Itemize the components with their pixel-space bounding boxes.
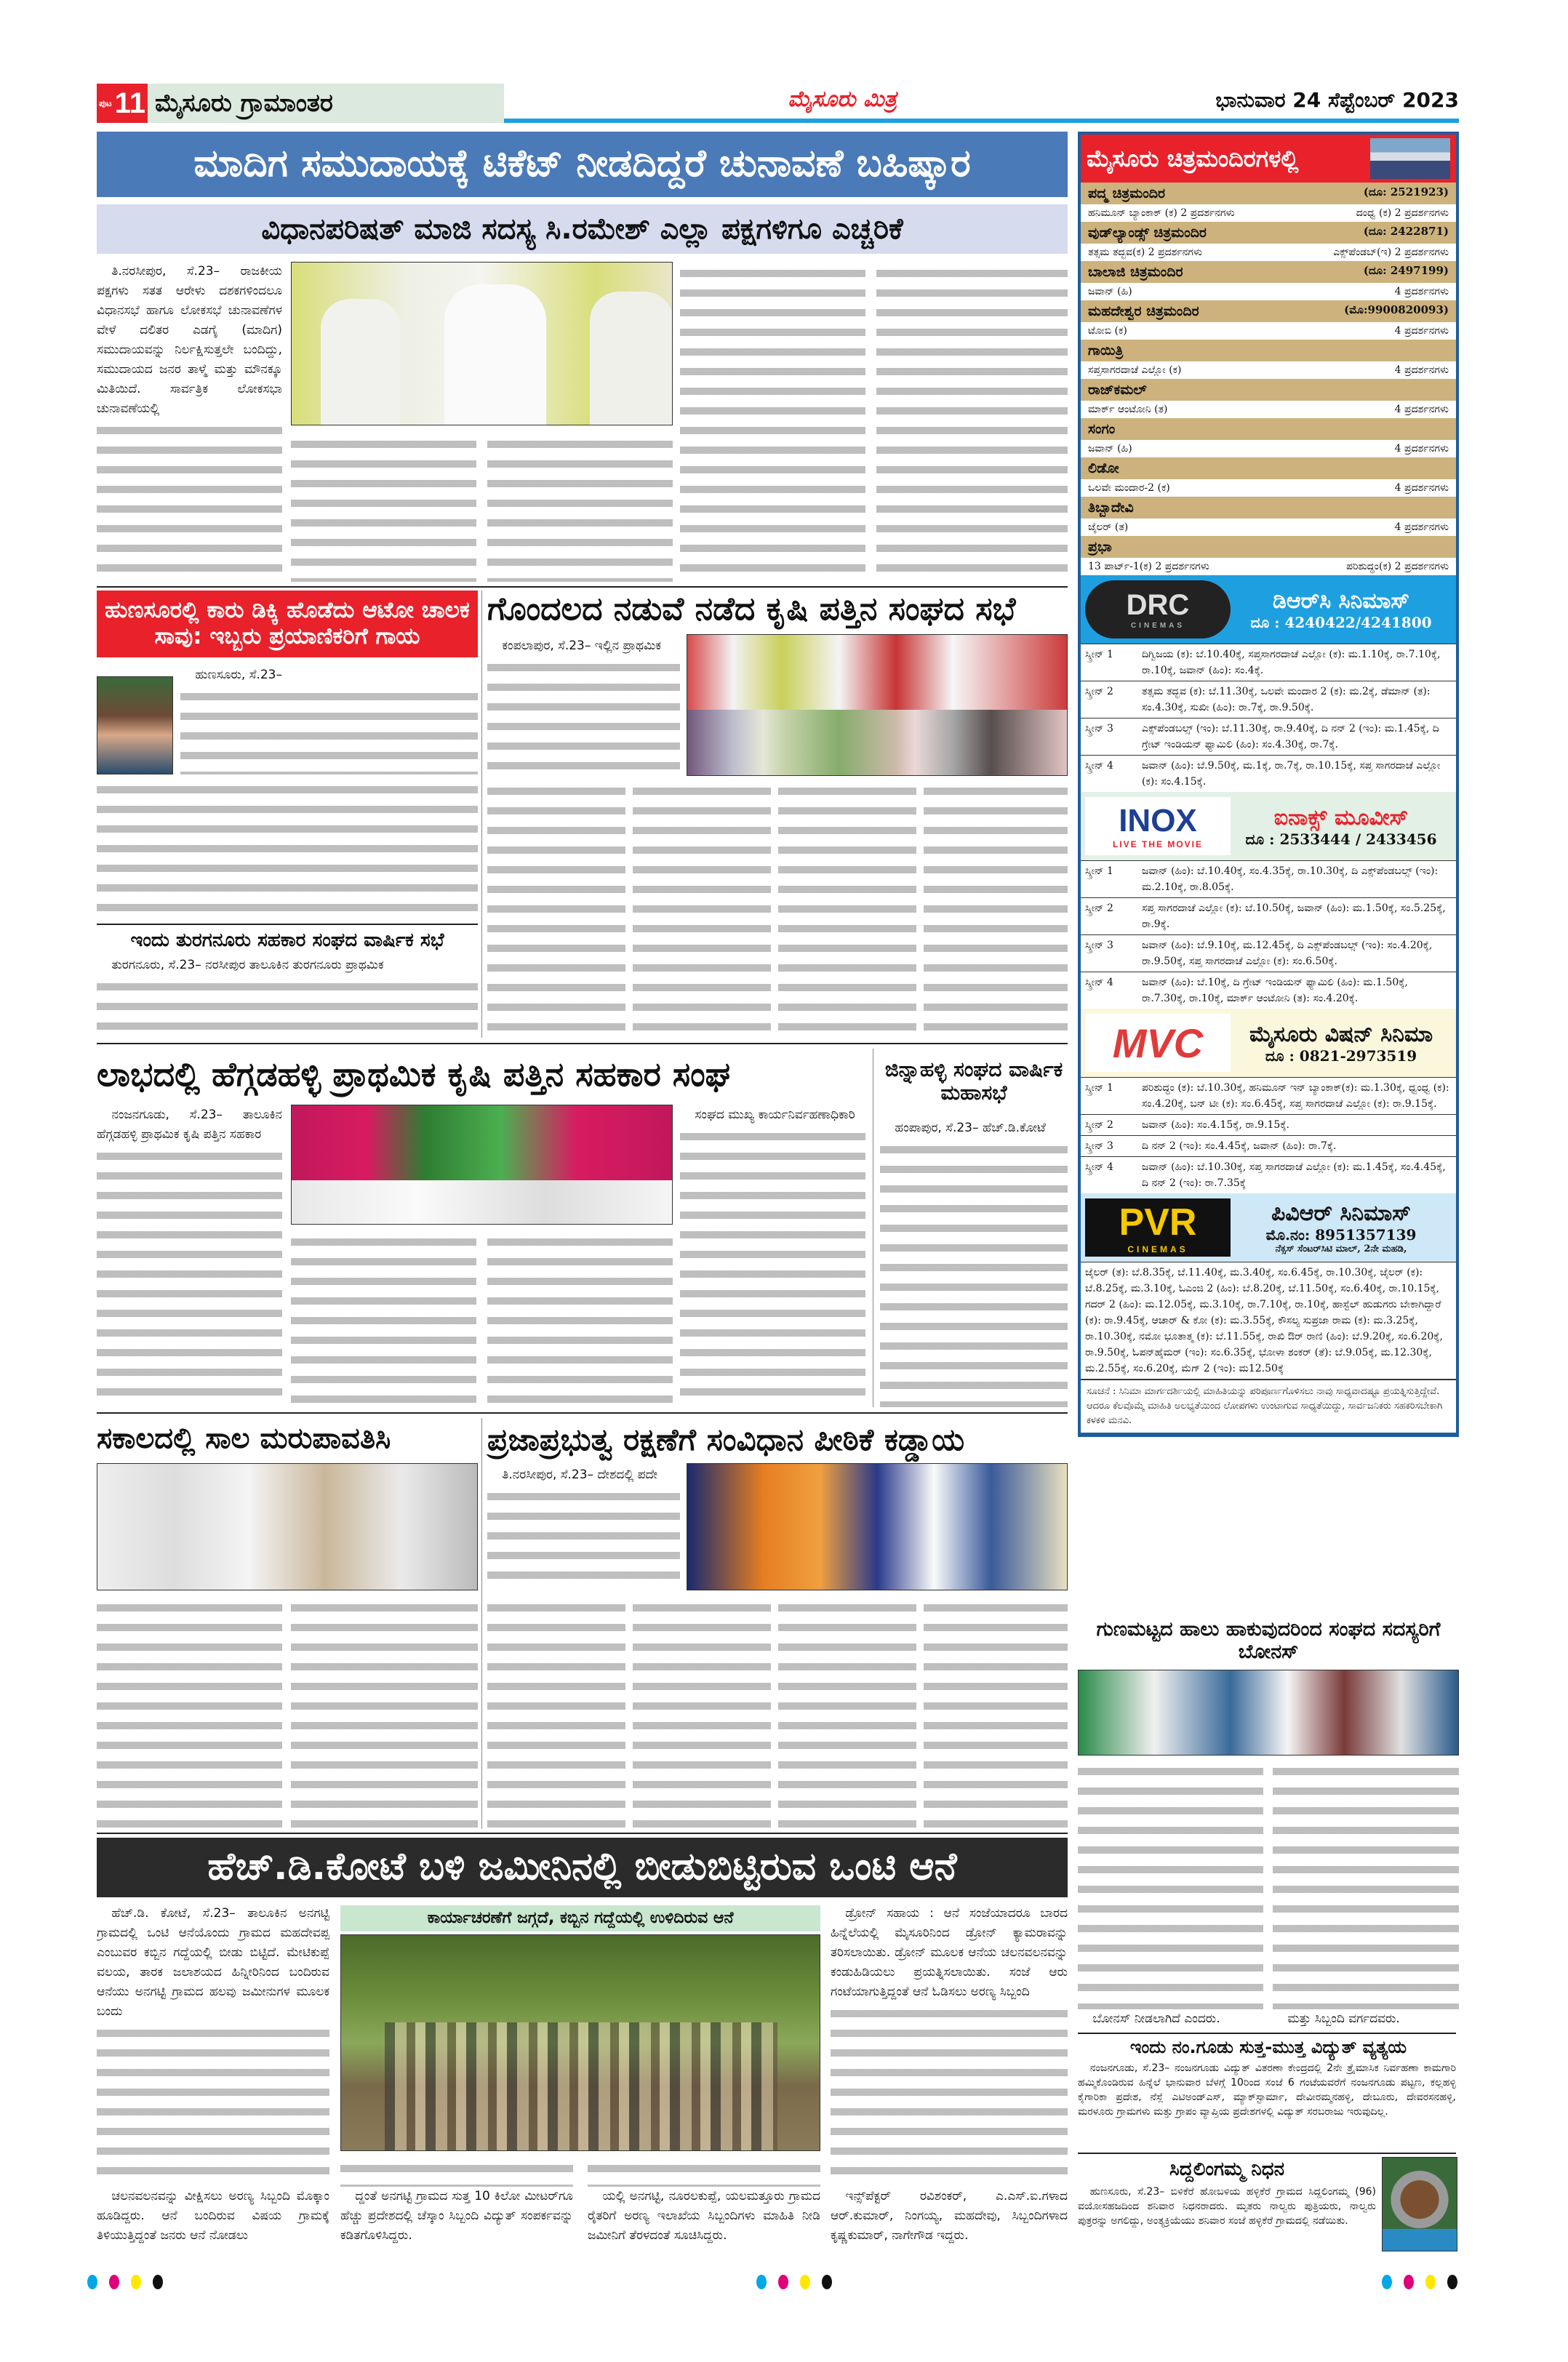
- screen-showtimes: ಜವಾನ್ (ಹಿಂ): ಬೆ.9.10ಕ್ಕೆ, ಮ.12.45ಕ್ಕೆ, ದಿ ಎಕ್ಸ್‌ಪೆಂಡಬಲ್ಸ್ (ಇಂ): ಸಂ.4.20ಕ್ಕೆ, ರಾ.9.50ಕ್ಕೆ, ಸಪ್ತ ಸಾಗರದಾಚೆ ಎಲ್ಲೋ (ಕ): ಸಂ.6.50ಕ್ಕೆ.: [1142, 940, 1433, 967]
- theatre-name-row: [1081, 340, 1456, 361]
- screen-label: ಸ್ಕ್ರೀನ್ 3: [1085, 1140, 1113, 1152]
- theatre-name-row: [1081, 497, 1456, 519]
- show-listing: ತತ್ಸಮ ತದ್ಭವ(ಕ) 2 ಪ್ರದರ್ಶನಗಳು: [1088, 247, 1202, 258]
- screen-showtimes: ಜವಾನ್ (ಹಿಂ): ಬೆ.10.40ಕ್ಕೆ, ಸಂ.4.35ಕ್ಕೆ, ರಾ.10.30ಕ್ಕೆ, ದಿ ಎಕ್ಸ್‌ಪೆಂಡಬಲ್ಸ್ (ಇಂ): ಮ.2.10ಕ್ಕೆ, ರಾ.8.05ಕ್ಕೆ.: [1142, 865, 1439, 893]
- screen-row: [1081, 1135, 1456, 1156]
- theatre-name: ಗಾಯಿತ್ರಿ: [1088, 343, 1124, 359]
- sakala-headline: ಸಕಾಲದಲ್ಲಿ ಸಾಲ ಮರುಪಾವತಿಸಿ: [97, 1422, 391, 1455]
- screen-label: ಸ್ಕ್ರೀನ್ 2: [1085, 686, 1113, 697]
- pvr-header: [1081, 1193, 1456, 1262]
- screen-showtimes: ತತ್ಸಮ ತದ್ಭವ (ಕ): ಬೆ.11.30ಕ್ಕೆ, ಒಲವೇ ಮಂದಾರ 2 (ಕ): ಮ.2ಕ್ಕೆ, ಡೆಮಾನ್ (ತ): ಸಂ.4.30ಕ್ಕೆ, ಸುಖೀ (ಹಿಂ): ರಾ.7ಕ್ಕೆ, ರಾ.9.50ಕ್ಕೆ.: [1142, 686, 1431, 713]
- masthead: [97, 84, 1459, 123]
- screen-row: [1081, 934, 1456, 972]
- theatre-shows-row: [1081, 244, 1456, 261]
- logo-subtext: CINEMAS: [1130, 622, 1185, 630]
- black-registration-dot: [153, 2275, 163, 2289]
- lead-lede: ತಿ.ನರಸೀಪುರ, ಸೆ.23– ರಾಜಕೀಯ ಪಕ್ಷಗಳು ಸತತ ಆರೇಳು ದಶಕಗಳಿಂದಲೂ ವಿಧಾನಸಭೆ ಹಾಗೂ ಲೋಕಸಭೆ ಚುನಾವಣೆಗಳ ವೇಳೆ ದಲಿತರ ಎಡಗೈ (ಮಾದಿಗ) ಸಮುದಾಯವನ್ನು ನಿರ್ಲಕ್ಷಿಸುತ್ತಲೇ ಬಂದಿದ್ದು, ಸಮುದಾಯದ ಜನರ ತಾಳ್ಮೆ ಮತ್ತು ಮೌನಕ್ಕೂ ಮಿತಿಯಿದೆ. ಸಾರ್ವತ್ರಿಕ ಲೋಕಸಭಾ ಚುನಾವಣೆಯಲ್ಲಿ: [97, 264, 282, 416]
- power-body: ನಂಜನಗೂಡು, ಸೆ.23– ನಂಜನಗೂಡು ವಿದ್ಯುತ್ ವಿತರಣಾ ಕೇಂದ್ರದಲ್ಲಿ 2ನೇ ತ್ರೈಮಾಸಿಕ ನಿರ್ವಹಣಾ ಕಾಮಗಾರಿ ಹಮ್ಮಿಕೊಂಡಿರುವ ಹಿನ್ನೆಲೆ ಭಾನುವಾರ ಬೆಳಗ್ಗೆ 10ರಿಂದ ಸಂಜೆ 6 ಗಂಟೆಯವರೆಗೆ ನಂಜನಗೂಡು ಪಟ್ಟಣ, ಕಲ್ಲಹಳ್ಳಿ ಕೈಗಾರಿಕಾ ಪ್ರದೇಶ, ನೆಸ್ಲೆ ಎಟಿಅಂಡ್‌ಎಸ್, ಮ್ಯಾಕ್‌ಸ್ಟಾರ್ಮಾ, ದೇವೀರಮ್ಮನಹಳ್ಳಿ, ದೇಬೂರು, ದೇವರಸನಹಳ್ಳಿ, ಮರಳೂರು ಗ್ರಾಮಗಳು ಮತ್ತು ಗ್ರಾಪಂ ವ್ಯಾಪ್ತಿಯ ಪ್ರದೇಶಗಳಲ್ಲಿ ವಿದ್ಯುತ್ ಸರಬರಾಜು ಇರುವುದಿಲ್ಲ.: [1078, 2062, 1456, 2118]
- drc-header: [1081, 575, 1456, 644]
- labhadalli-article-col: [97, 1105, 282, 1407]
- hunsur-lede: ಹುಣಸೂರು, ಸೆ.23–: [195, 668, 282, 682]
- screen-row: [1081, 860, 1456, 897]
- section-name: ಮೈಸೂರು ಗ್ರಾಮಾಂತರ: [155, 89, 333, 118]
- obituary-headline: ಸಿದ್ದಲಿಂಗಮ್ಮ ನಿಧನ: [1169, 2158, 1285, 2181]
- gondala-article-col: [924, 780, 1068, 1038]
- milk-article-col: [1273, 1760, 1459, 2029]
- labhadalli-article-col: [680, 1105, 865, 1407]
- yellow-registration-dot: [131, 2275, 141, 2289]
- show-listing: 4 ಪ್ರದರ್ಶನಗಳು: [1394, 404, 1449, 415]
- elephant-photo-title: ಕಾರ್ಯಾಚರಣೆಗೆ ಜಗ್ಗದೆ, ಕಬ್ಬಿನ ಗದ್ದೆಯಲ್ಲಿ ಉಳಿದಿರುವ ಆನೆ: [340, 1905, 820, 1931]
- lead-article-col: [680, 262, 865, 582]
- multiplex-phone: ದೂ : 2533444 / 2433456: [1245, 830, 1437, 848]
- show-listing: ಒಲವೇ ಮಂದಾರ-2 (ಕ): [1088, 482, 1170, 494]
- cinema-guide-header: [1081, 135, 1456, 183]
- show-listing: ಪರಿಶುದ್ಧಂ(ಕ) 2 ಪ್ರದರ್ಶನಗಳು: [1346, 561, 1449, 572]
- screen-row: [1081, 1262, 1456, 1379]
- show-listing: 4 ಪ್ರದರ್ಶನಗಳು: [1394, 364, 1449, 376]
- black-registration-dot: [822, 2275, 832, 2289]
- theatre-name-row: [1081, 222, 1456, 244]
- lead-article-col: [876, 262, 1068, 582]
- theatre-phone: (ದೂ: 2422871): [1363, 225, 1449, 238]
- elephant-article-col: [588, 2157, 820, 2246]
- show-listing: ಜೈಲರ್ (ತ): [1088, 521, 1129, 533]
- jinnahalli-lede: ಹಂಪಾಪುರ, ಸೆ.23– ಹೆಚ್.ಡಿ.ಕೋಟೆ: [895, 1121, 1046, 1135]
- gondala-article-col: [487, 780, 625, 1038]
- theatre-name-row: [1081, 418, 1456, 440]
- prajaprabhutva-lede: ತಿ.ನರಸೀಪುರ, ಸೆ.23– ದೇಶದಲ್ಲಿ ಪದೇ: [502, 1468, 658, 1482]
- multiplex-phone: ದೂ : 0821-2973519: [1265, 1046, 1417, 1065]
- divider: [481, 1418, 482, 1829]
- theatre-list: [1081, 183, 1456, 575]
- show-listing: ಜವಾನ್ (ಹಿ): [1088, 443, 1132, 455]
- hunsur-article-col: [97, 778, 478, 920]
- multiplex-title: [1231, 1022, 1452, 1065]
- hunsur-headline: ಹುಣಸೂರಲ್ಲಿ ಕಾರು ಡಿಕ್ಕಿ ಹೊಡೆದು ಆಟೋ ಚಾಲಕ ಸಾವು: ಇಬ್ಬರು ಪ್ರಯಾಣಿಕರಿಗೆ ಗಾಯ: [97, 590, 478, 657]
- lead-photo: [291, 262, 673, 425]
- theatre-shows-row: [1081, 401, 1456, 418]
- labhadalli-article-col: [487, 1230, 673, 1407]
- gondala-article-col: [778, 780, 916, 1038]
- mvc-header: [1081, 1009, 1456, 1077]
- power-headline: ಇಂದು ನಂ.ಗೂಡು ಸುತ್ತ-ಮುತ್ತ ವಿದ್ಯುತ್ ವ್ಯತ್ಯಯ: [1129, 2037, 1407, 2058]
- elephant-article-col: [340, 2157, 573, 2246]
- theatre-name: ಪ್ರಭಾ: [1088, 539, 1112, 555]
- elephant-tail: ಇನ್ಸ್‌ಪೆಕ್ಟರ್ ರವಿಶಂಕರ್, ಎ.ಎಸ್.ಐ.ಗಳಾದ ಆರ್.ಕುಮಾರ್, ನಿಂಗಯ್ಯ, ಮಹದೇವು, ಸಿಬ್ಬಂದಿಗಳಾದ ಕೃಷ್ಣಕುಮಾರ್, ನಾಗೇಗೌಡ ಇದ್ದರು.: [831, 2189, 1068, 2243]
- magenta-registration-dot: [1404, 2275, 1414, 2289]
- theatre-shows-row: [1081, 440, 1456, 457]
- obituary-article: [1078, 2185, 1376, 2257]
- sakala-article-col: [291, 1596, 478, 1829]
- theatre-name-row: [1081, 300, 1456, 322]
- lead-article-col: [97, 262, 282, 582]
- screen-label: ಸ್ಕ್ರೀನ್ 1: [1085, 1082, 1113, 1094]
- theatre-phone: (ದೂ: 2497199): [1363, 264, 1449, 277]
- screen-showtimes: ಜವಾನ್ (ಹಿಂ): ಸಂ.4.15ಕ್ಕೆ, ರಾ.9.15ಕ್ಕೆ.: [1142, 1119, 1289, 1131]
- multiplex-title: [1231, 805, 1452, 848]
- multiplex-name: ಡಿಆರ್‌ಸಿ ಸಿನಿಮಾಸ್: [1272, 588, 1410, 614]
- elephant-lede: ಹೆಚ್.ಡಿ. ಕೋಟೆ, ಸೆ.23– ತಾಲೂಕಿನ ಅನಗಟ್ಟಿ ಗ್ರಾಮದಲ್ಲಿ ಒಂಟಿ ಆನೆಯೊಂದು ಗ್ರಾಮದ ಮಹದೇವಪ್ಪ ಎಂಬುವರ ಕಬ್ಬಿನ ಗದ್ದೆಯಲ್ಲಿ ಬೀಡು ಬಿಟ್ಟಿದೆ. ಮೇಟಿಕುಪ್ಪೆ ವಲಯ, ತಾರಕ ಜಲಾಶಯದ ಹಿನ್ನೀರಿನಿಂದ ಬಂದಿರುವ ಆನೆಯು ಅನಗಟ್ಟಿ ಗ್ರಾಮದ ಹಲವು ಜಮೀನುಗಳ ಮೂಲಕ ಬಂದು: [97, 1906, 329, 2019]
- prajaprabhutva-article-col: [487, 1596, 625, 1829]
- screen-showtimes: ಸಪ್ತ ಸಾಗರದಾಚೆ ಎಲ್ಲೋ (ಕ): ಬೆ.10.50ಕ್ಕೆ, ಜವಾನ್ (ಹಿಂ): ಮ.1.50ಕ್ಕೆ, ಸಂ.5.25ಕ್ಕೆ, ರಾ.9ಕ್ಕೆ.: [1142, 902, 1446, 930]
- multiplex-phone: ದೂ : 4240422/4241800: [1250, 613, 1432, 631]
- screen-showtimes: ಪರಿಶುದ್ಧಂ (ಕ): ಬೆ.10.30ಕ್ಕೆ, ಹನಿಮೂನ್ ಇನ್ ಬ್ಯಾಂಕಾಕ್(ಕ): ಮ.1.30ಕ್ಕೆ, ಧ್ವಂಧ್ವ (ಕ): ಸಂ.4.20ಕ್ಕೆ, ಬನ್ ಟೀ (ಕ): ಸಂ.6.45ಕ್ಕೆ, ಸಪ್ತ ಸಾಗರದಾಚೆ ಎಲ್ಲೋ (ಕ): ರಾ.9.15ಕ್ಕೆ.: [1142, 1082, 1449, 1110]
- prajaprabhutva-article-col: [633, 1596, 771, 1829]
- divider: [1078, 2033, 1456, 2034]
- prajaprabhutva-article-col: [778, 1596, 916, 1829]
- magenta-registration-dot: [778, 2275, 788, 2289]
- jinnahalli-headline: ಜಿನ್ನಾಹಳ್ಳಿ ಸಂಘದ ವಾರ್ಷಿಕ ಮಹಾಸಭೆ: [884, 1057, 1063, 1105]
- screen-label: ಸ್ಕ್ರೀನ್ 2: [1085, 1119, 1113, 1131]
- screen-row: [1081, 972, 1456, 1009]
- labhadalli-headline: ಲಾಭದಲ್ಲಿ ಹೆಗ್ಗಡಹಳ್ಳಿ ಪ್ರಾಥಮಿಕ ಕೃಷಿ ಪತ್ತಿನ ಸಹಕಾರ ಸಂಘ: [97, 1054, 731, 1094]
- theatre-name: ಸಂಗಂ: [1088, 421, 1116, 437]
- theatre-name: ಬಾಲಾಜಿ ಚಿತ್ರಮಂದಿರ: [1088, 264, 1183, 280]
- labhadalli-lede-2: ಸಂಘದ ಮುಖ್ಯ ಕಾರ್ಯನಿರ್ವಹಣಾಧಿಕಾರಿ: [695, 1108, 855, 1122]
- multiplex-name: ಪಿವಿಆರ್ ಸಿನಿಮಾಸ್: [1271, 1201, 1411, 1226]
- show-listing: ಮಾರ್ಕ್ ಆಂಟೋನಿ (ತ): [1088, 404, 1168, 415]
- theatre-phone: (ಮೊ:9900820093): [1344, 303, 1449, 316]
- screen-row: [1081, 681, 1456, 718]
- milk-tail: ಬೋನಸ್ ನೀಡಲಾಗಿದೆ ಎಂದರು.: [1092, 2011, 1220, 2026]
- elephant-tail: ಚಲನವಲನವನ್ನು ವೀಕ್ಷಿಸಲು ಅರಣ್ಯ ಸಿಬ್ಬಂದಿ ಮೊಕ್ಕಾಂ ಹೂಡಿದ್ದರು. ಆನೆ ಬಂದಿರುವ ವಿಷಯ ಗ್ರಾಮಕ್ಕೆ ತಿಳಿಯುತ್ತಿದ್ದಂತೆ ಜನರು ಆನೆ ನೋಡಲು: [97, 2189, 329, 2243]
- screen-label: ಸ್ಕ್ರೀನ್ 4: [1085, 1161, 1113, 1173]
- labhadalli-lede: ನಂಜನಗೂಡು, ಸೆ.23– ತಾಲೂಕಿನ ಹೆಗ್ಗಡಹಳ್ಳಿ ಪ್ರಾಥಮಿಕ ಕೃಷಿ ಪತ್ತಿನ ಸಹಕಾರ: [97, 1108, 282, 1142]
- inox-logo: [1085, 797, 1231, 855]
- milk-tail: ಮತ್ತು ಸಿಬ್ಬಂದಿ ವರ್ಗದವರು.: [1287, 2011, 1400, 2026]
- theatre-shows-row: [1081, 361, 1456, 379]
- show-listing: 4 ಪ್ರದರ್ಶನಗಳು: [1394, 325, 1449, 337]
- show-listing: 4 ಪ್ರದರ್ಶನಗಳು: [1394, 286, 1449, 297]
- cyan-registration-dot: [756, 2275, 767, 2289]
- theatre-shows-row: [1081, 283, 1456, 300]
- theatre-name-row: [1081, 183, 1456, 204]
- show-listing: ಹನಿಮೂನ್ ಬ್ಯಾಂಕಾಕ್ (ಕ) 2 ಪ್ರದರ್ಶನಗಳು: [1088, 207, 1235, 219]
- hunsur-photo: [97, 676, 173, 774]
- multiplex-address: ನೆಕ್ಸಸ್ ಸೆಂಟರ್‌ಸಿಟಿ ಮಾಲ್, 2ನೇ ಮಹಡಿ,: [1275, 1244, 1407, 1254]
- lead-subheadline: ವಿಧಾನಪರಿಷತ್ ಮಾಜಿ ಸದಸ್ಯ ಸಿ.ರಮೇಶ್ ಎಲ್ಲಾ ಪಕ್ಷಗಳಿಗೂ ಎಚ್ಚರಿಕೆ: [97, 204, 1068, 254]
- divider: [97, 586, 1068, 588]
- theatre-name: ಪದ್ಮ ಚಿತ್ರಮಂದಿರ: [1088, 185, 1166, 201]
- screen-row: [1081, 1156, 1456, 1193]
- elephant-article-col: [97, 1904, 329, 2246]
- gondala-photo: [687, 634, 1068, 776]
- labhadalli-article-col: [291, 1230, 476, 1407]
- screen-row: [1081, 718, 1456, 755]
- milk-headline: ಗುಣಮಟ್ಟದ ಹಾಲು ಹಾಕುವುದರಿಂದ ಸಂಘದ ಸದಸ್ಯರಿಗೆ ಬೋನಸ್: [1096, 1617, 1441, 1663]
- elephant-tail: ಯಲ್ಲಿ ಅನಗಟ್ಟಿ, ನೂರಲಕುಪ್ಪೆ, ಯಲಮತ್ತೂರು ಗ್ರಾಮದ ರೈತರಿಗೆ ಅರಣ್ಯ ಇಲಾಖೆಯ ಸಿಬ್ಬಂದಿಗಳು ಮಾಹಿತಿ ನೀಡಿ ಜಮೀನಿಗೆ ತೆರಳದಂತೆ ಸೂಚಿಸಿದ್ದರು.: [588, 2189, 820, 2243]
- elephant-tail: ದ್ದಂತೆ ಅನಗಟ್ಟಿ ಗ್ರಾಮದ ಸುತ್ತ 10 ಕಿಲೋ ಮೀಟರ್‌ಗೂ ಹೆಚ್ಚು ಪ್ರದೇಶದಲ್ಲಿ ಚೆಸ್ಕಾಂ ಸಿಬ್ಬಂದಿ ವಿದ್ಯುತ್ ಸಂಪರ್ಕವನ್ನು ಕಡಿತಗೊಳಿಸಿದ್ದರು.: [340, 2189, 573, 2243]
- multiplex-title: [1231, 1201, 1452, 1254]
- theatre-name-row: [1081, 536, 1456, 558]
- multiplex-list: [1081, 575, 1456, 1379]
- show-listing: ದಂಧ್ವ (ಕ) 2 ಪ್ರದರ್ಶನಗಳು: [1356, 207, 1449, 219]
- logo-text: INOX: [1119, 803, 1197, 838]
- screen-showtimes: ಜೈಲರ್ (ತ): ಬೆ.8.35ಕ್ಕೆ, ಬೆ.11.40ಕ್ಕೆ, ಮ.3.40ಕ್ಕೆ, ಸಂ.6.45ಕ್ಕೆ, ರಾ.10.30ಕ್ಕೆ, ಜೈಲರ್ (ಕ): ಬೆ.8.25ಕ್ಕೆ, ಮ.3.10ಕ್ಕೆ, ಓಎಂಜಿ 2 (ಹಿಂ): ಬೆ.8.20ಕ್ಕೆ, ಬೆ.11.50ಕ್ಕೆ, ಸಂ.6.40ಕ್ಕೆ, ರಾ.10.15ಕ್ಕೆ, ಗದರ್ 2 (ಹಿಂ): ಮ.12.05ಕ್ಕೆ, ಮ.3.10ಕ್ಕೆ, ರಾ.7.10ಕ್ಕೆ, ರಾ.10ಕ್ಕೆ, ಹಾಸ್ಟೆಲ್ ಹುಡುಗರು ಬೇಕಾಗಿದ್ದಾರೆ (ಕ): ರಾ.9.45ಕ್ಕೆ, ಆಚಾರ್ & ಕೋ (ಕ): ಮ.3.55ಕ್ಕೆ, ಕೌಸಲ್ಯ ಸುಪ್ರಜಾ ರಾಮ (ಕ): ಮ.3.25ಕ್ಕೆ, ರಾ.10.30ಕ್ಕೆ, ನಮೋ ಭೂತಾತ್ಮ (ಕ): ಬೆ.11.55ಕ್ಕೆ, ರಾಖಿ ಔರ್ ರಾಣಿ (ಹಿಂ): ಬೆ.9.20ಕ್ಕೆ, ಸಂ.6.20ಕ್ಕೆ, ರಾ.9.50ಕ್ಕೆ, ಓಪನ್‌ಹೈಮರ್ (ಇಂ): ಸಂ.6.35ಕ್ಕೆ, ಭೋಳಾ ಶಂಕರ್ (ತೆ): ಬೆ.9.05ಕ್ಕೆ, ಮ.12.30ಕ್ಕೆ, ಮ.2.55ಕ್ಕೆ, ಸಂ.6.20ಕ್ಕೆ, ಮೆಗ್ 2 (ಇಂ): ಮ12.50ಕ್ಕೆ: [1085, 1267, 1443, 1374]
- divider: [97, 1412, 1068, 1414]
- turaganur-lede: ತುರಗನೂರು, ಸೆ.23– ನರಸೀಪುರ ತಾಲೂಕಿನ ತುರಗನೂರು ಪ್ರಾಥಮಿಕ: [111, 958, 384, 972]
- yellow-registration-dot: [800, 2275, 810, 2289]
- obituary-body: ಹುಣಸೂರು, ಸೆ.23– ಬಿಳಿಕೆರೆ ಹೋಬಳಿಯ ಹಳ್ಳಿಕೆರೆ ಗ್ರಾಮದ ಸಿದ್ದಲಿಂಗಮ್ಮ (96) ವಯೋಸಹಜದಿಂದ ಶನಿವಾರ ನಿಧನರಾದರು. ಮೃತರು ನಾಲ್ವರು ಪುತ್ರಿಯರು, ನಾಲ್ವರು ಪುತ್ರರನ್ನು ಅಗಲಿದ್ದು, ಅಂತ್ಯಕ್ರಿಯೆಯು ಶನಿವಾರ ಸಂಜೆ ಹಳ್ಳಿಕೆರೆ ಗ್ರಾಮದಲ್ಲಿ ನಡೆಯಿತು.: [1078, 2186, 1376, 2227]
- show-listing: ಟೋಬಿ (ಕ): [1088, 325, 1127, 337]
- issue-date: ಭಾನುವಾರ 24 ಸೆಪ್ಟೆಂಬರ್ 2023: [1215, 88, 1459, 112]
- elephant-headline: ಹೆಚ್.ಡಿ.ಕೋಟೆ ಬಳಿ ಜಮೀನಿನಲ್ಲಿ ಬೀಡುಬಿಟ್ಟಿರುವ ಒಂಟಿ ಆನೆ: [97, 1838, 1068, 1897]
- show-listing: ಸಪ್ತಸಾಗರದಾಚೆ ಎಲ್ಲೋ (ಕ): [1088, 364, 1182, 376]
- gondala-article-col: [633, 780, 771, 1038]
- section-title: [148, 84, 504, 123]
- divider: [97, 1833, 1068, 1834]
- screen-showtimes: ಜವಾನ್ (ಹಿಂ): ಬೆ.10.30ಕ್ಕೆ, ಸಪ್ತ ಸಾಗರದಾಚೆ ಎಲ್ಲೋ (ಕ): ಮ.1.45ಕ್ಕೆ, ಸಂ.4.45ಕ್ಕೆ, ದಿ ನನ್ 2 (ಇಂ): ರಾ.7.35ಕ್ಕೆ: [1142, 1161, 1446, 1189]
- gondala-article-col: [487, 636, 680, 774]
- screen-showtimes: ದಿ ನನ್ 2 (ಇಂ): ಸಂ.4.45ಕ್ಕೆ, ಜವಾನ್ (ಹಿಂ): ರಾ.7ಕ್ಕೆ.: [1142, 1140, 1337, 1152]
- screen-row: [1081, 755, 1456, 792]
- divider: [1078, 2153, 1456, 2154]
- obituary-photo: [1382, 2157, 1457, 2251]
- logo-text: PVR: [1119, 1201, 1197, 1244]
- screen-showtimes: ದಿಗ್ವಿಜಯ (ಕ): ಬೆ.10.40ಕ್ಕೆ, ಸಪ್ತಸಾಗರದಾಚೆ ಎಲ್ಲೋ (ಕ): ಮ.1.10ಕ್ಕೆ, ರಾ.7.10ಕ್ಕೆ, ರಾ.10ಕ್ಕೆ, ಜವಾನ್ (ಹಿಂ): ಸಂ.4ಕ್ಕೆ.: [1142, 649, 1441, 676]
- theatre-shows-row: [1081, 479, 1456, 497]
- show-listing: ಜವಾನ್ (ಹಿ): [1088, 286, 1132, 297]
- screen-row: [1081, 644, 1456, 681]
- prajaprabhutva-article-col: [487, 1465, 680, 1590]
- theatre-photo: [1370, 138, 1450, 179]
- theatre-name: ರಾಜ್‌ಕಮಲ್: [1088, 382, 1147, 398]
- lead-headline: ಮಾದಿಗ ಸಮುದಾಯಕ್ಕೆ ಟಿಕೆಟ್ ನೀಡದಿದ್ದರೆ ಚುನಾವಣೆ ಬಹಿಷ್ಕಾರ: [97, 132, 1068, 197]
- show-listing: 4 ಪ್ರದರ್ಶನಗಳು: [1394, 443, 1449, 455]
- page-number: 11: [114, 87, 145, 119]
- screen-showtimes: ಎಕ್ಸ್‌ಪೆಂಡಬಲ್ಸ್ (ಇಂ): ಬೆ.11.30ಕ್ಕೆ, ರಾ.9.40ಕ್ಕೆ, ದಿ ನನ್ 2 (ಇಂ): ಮ.1.45ಕ್ಕೆ, ದಿ ಗ್ರೇಟ್ ಇಂಡಿಯನ್ ಫ್ಯಾಮಿಲಿ (ಹಿಂ): ಸಂ.4.30ಕ್ಕೆ, ರಾ.7ಕ್ಕೆ.: [1142, 723, 1439, 750]
- magenta-registration-dot: [109, 2275, 119, 2289]
- multiplex-phone: ಮೊ.ನಂ: 8951357139: [1265, 1226, 1417, 1244]
- page-label: ಪುಟ: [99, 97, 112, 108]
- theatre-name: ಲಿಡೋ: [1088, 460, 1119, 476]
- sakala-photo: [97, 1463, 478, 1590]
- theatre-shows-row: [1081, 322, 1456, 340]
- theatre-name-row: [1081, 457, 1456, 479]
- screen-label: ಸ್ಕ್ರೀನ್ 1: [1085, 649, 1113, 660]
- multiplex-name: ಐನಾಕ್ಸ್ ಮೂವೀಸ್: [1273, 804, 1409, 830]
- theatre-phone: (ದೂ: 2521923): [1363, 185, 1449, 199]
- power-article: [1078, 2061, 1456, 2148]
- black-registration-dot: [1447, 2275, 1457, 2289]
- hunsur-article-col: [180, 665, 478, 774]
- milk-article-col: [1078, 1760, 1263, 2029]
- screen-label: ಸ್ಕ್ರೀನ್ 2: [1085, 902, 1113, 914]
- inox-header: [1081, 792, 1456, 860]
- pvr-logo: [1085, 1198, 1231, 1257]
- logo-text: MVC: [1112, 1020, 1204, 1066]
- prajaprabhutva-photo: [687, 1463, 1068, 1590]
- screen-row: [1081, 897, 1456, 934]
- theatre-shows-row: [1081, 558, 1456, 575]
- cyan-registration-dot: [87, 2275, 97, 2289]
- masthead-rule: [504, 119, 1459, 123]
- turaganur-article-col: [97, 956, 478, 1037]
- show-listing: 4 ಪ್ರದರ್ಶನಗಳು: [1394, 521, 1449, 533]
- logo-subtext: LIVE THE MOVIE: [1112, 839, 1203, 849]
- elephant-drone-lede: ಡ್ರೋನ್ ಸಹಾಯ : ಆನೆ ಸಂಜೆಯಾದರೂ ಬಾರದ ಹಿನ್ನೆಲೆಯಲ್ಲಿ ಮೈಸೂರಿನಿಂದ ಡ್ರೋನ್ ಕ್ಯಾಮರಾವನ್ನು ತರಿಸಲಾಯಿತು. ಡ್ರೋನ್ ಮೂಲಕ ಆನೆಯ ಚಲನವಲನವನ್ನು ಕಂಡುಹಿಡಿಯಲು ಪ್ರಯತ್ನಿಸಲಾಯಿತು. ಸಂಜೆ ಆರು ಗಂಟೆಯಾಗುತ್ತಿದ್ದಂತೆ ಆನೆ ಓಡಿಸಲು ಅರಣ್ಯ ಸಿಬ್ಬಂದಿ: [831, 1906, 1068, 1999]
- drc-logo: [1085, 580, 1231, 638]
- cyan-registration-dot: [1382, 2275, 1392, 2289]
- theatre-name-row: [1081, 379, 1456, 401]
- divider: [481, 590, 482, 1038]
- newspaper-logo[interactable]: ಮೈಸೂರು ಮಿತ್ರ: [788, 87, 897, 112]
- theatre-name: ತಿಬ್ಬಾದೇವಿ: [1088, 500, 1134, 516]
- divider: [97, 924, 478, 925]
- gondala-lede: ಕಂಪಲಾಪುರ, ಸೆ.23– ಇಲ್ಲಿನ ಪ್ರಾಥಮಿಕ: [502, 638, 662, 653]
- cinema-guide-title: ಮೈಸೂರು ಚಿತ್ರಮಂದಿರಗಳಲ್ಲಿ: [1087, 144, 1299, 172]
- show-listing: ಎಕ್ಸ್‌ಪೆಂಡಬ್(ಇ) 2 ಪ್ರದರ್ಶನಗಳು: [1333, 247, 1449, 258]
- screen-label: ಸ್ಕ್ರೀನ್ 3: [1085, 940, 1113, 951]
- logo-subtext: CINEMAS: [1127, 1244, 1188, 1254]
- theatre-shows-row: [1081, 204, 1456, 222]
- show-listing: 4 ಪ್ರದರ್ಶನಗಳು: [1394, 482, 1449, 494]
- labhadalli-photo: [291, 1105, 673, 1225]
- theatre-name: ವುಡ್‌ಲ್ಯಾಂಡ್ಸ್ ಚಿತ್ರಮಂದಿರ: [1088, 225, 1207, 241]
- theatre-name: ಮಹದೇಶ್ವರ ಚಿತ್ರಮಂದಿರ: [1088, 303, 1199, 319]
- mvc-logo: [1085, 1014, 1231, 1072]
- divider: [97, 1043, 1068, 1044]
- screen-label: ಸ್ಕ್ರೀನ್ 4: [1085, 760, 1113, 772]
- turaganur-headline: ಇಂದು ತುರಗನೂರು ಸಹಕಾರ ಸಂಘದ ವಾರ್ಷಿಕ ಸಭೆ: [130, 929, 444, 952]
- screen-showtimes: ಜವಾನ್ (ಹಿಂ): ಬೆ.10ಕ್ಕೆ, ದಿ ಗ್ರೇಟ್ ಇಂಡಿಯನ್ ಫ್ಯಾಮಿಲಿ (ಹಿಂ): ಮ.1.50ಕ್ಕೆ, ರಾ.7.30ಕ್ಕೆ, ರಾ.10ಕ್ಕೆ, ಮಾರ್ಕ್ ಆಂಟೋನಿ (ತ): ಸಂ.4.20ಕ್ಕೆ.: [1142, 977, 1408, 1004]
- screen-row: [1081, 1114, 1456, 1135]
- screen-label: ಸ್ಕ್ರೀನ್ 3: [1085, 723, 1113, 734]
- yellow-registration-dot: [1425, 2275, 1436, 2289]
- milk-photo: [1078, 1670, 1459, 1756]
- gondala-headline: ಗೊಂದಲದ ನಡುವೆ ನಡೆದ ಕೃಷಿ ಪತ್ತಿನ ಸಂಘದ ಸಭೆ: [487, 590, 1016, 628]
- theatre-shows-row: [1081, 519, 1456, 536]
- multiplex-title: [1231, 588, 1452, 631]
- screen-showtimes: ಜವಾನ್ (ಹಿಂ): ಬೆ.9.50ಕ್ಕೆ, ಮ.1ಕ್ಕೆ, ರಾ.7ಕ್ಕೆ, ರಾ.10.15ಕ್ಕೆ, ಸಪ್ತ ಸಾಗರದಾಚೆ ಎಲ್ಲೋ (ಕ): ಸಂ.4.15ಕ್ಕೆ.: [1142, 760, 1441, 788]
- multiplex-name: ಮೈಸೂರು ವಿಷನ್ ಸಿನಿಮಾ: [1249, 1021, 1433, 1047]
- theatre-name-row: [1081, 261, 1456, 283]
- elephant-article-col: [831, 1904, 1068, 2246]
- logo-text: DRC: [1126, 589, 1190, 621]
- jinnahalli-article-col: [880, 1118, 1068, 1407]
- elephant-photo: [340, 1934, 820, 2151]
- screen-row: [1081, 1077, 1456, 1114]
- lead-article-col: [291, 433, 476, 582]
- prajaprabhutva-article-col: [924, 1596, 1068, 1829]
- page-number-badge: [97, 84, 148, 123]
- prajaprabhutva-headline: ಪ್ರಜಾಪ್ರಭುತ್ವ ರಕ್ಷಣೆಗೆ ಸಂವಿಧಾನ ಪೀಠಿಕೆ ಕಡ್ಡಾಯ: [487, 1421, 965, 1457]
- cinema-notice: ಸೂಚನೆ : ಸಿನಿಮಾ ಮಾರ್ಗದರ್ಶಿಯಲ್ಲಿ ಮಾಹಿತಿಯನ್ನು ಪರಿಪೂರ್ಣಗೊಳಿಸಲು ನಾವು ಸಾಧ್ಯವಾದಷ್ಟೂ ಪ್ರಯತ್ನಿಸುತ್ತಿದ್ದೇವೆ. ಆದರೂ ಕೆಲವೊಮ್ಮೆ ಮಾಹಿತಿ ಅಲಭ್ಯತೆಯಿಂದ ಲೋಪಗಳು ಉಂಟಾಗುವ ಸಾಧ್ಯತೆಯಿದ್ದು, ಸಾರ್ವಜನಿಕರು ಸಹಕರಿಸಬೇಕಾಗಿ ಕಳಕಳಿ ಮನವಿ.: [1081, 1379, 1456, 1433]
- screen-label: ಸ್ಕ್ರೀನ್ 1: [1085, 865, 1113, 877]
- screen-label: ಸ್ಕ್ರೀನ್ 4: [1085, 977, 1113, 988]
- sakala-article-col: [97, 1596, 282, 1829]
- lead-article-col: [487, 433, 673, 582]
- cinema-guide: [1078, 132, 1459, 1437]
- show-listing: 13 ಪಾರ್ಟ್-1(ಕ) 2 ಪ್ರದರ್ಶನಗಳು: [1088, 561, 1209, 572]
